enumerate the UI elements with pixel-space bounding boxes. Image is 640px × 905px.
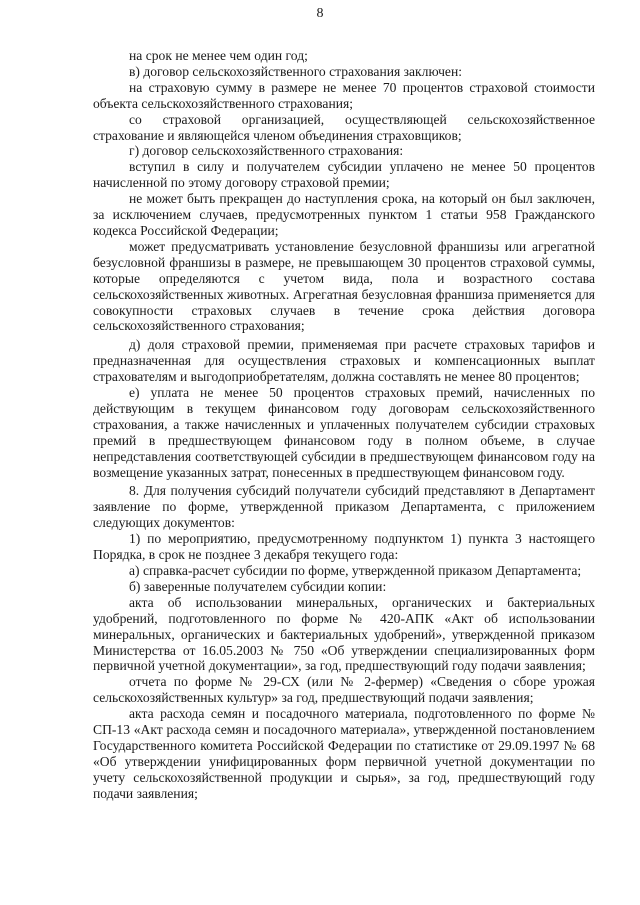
paragraph-item-e: е) уплата не менее 50 процентов страховых премий, начисленных по действующим в текущем финансовом году договорам сельскохозяйственного страхования, а также начисленных и уплаченных получателем субсидии страховых премий в предшествующем финансовом году в полном объеме, в случае непредставления соответствующей субсидии в предшествующем финансовом году на возмещение указанных затрат, понесенных в предшествующем финансовом году. xyxy=(93,385,595,480)
paragraph-item-b: б) заверенные получателем субсидии копии: xyxy=(129,578,387,594)
paragraph-sum-insured: на страховую сумму в размере не менее 70 процентов страховой стоимости объекта сельскохозяйственного страхования; xyxy=(93,79,595,111)
paragraph-section-8: 8. Для получения субсидий получатели субсидий представляют в Департамент заявление по форме, утвержденной приказом Департамента, с приложением следующих документов: xyxy=(93,483,595,531)
paragraph-in-force: вступил в силу и получателем субсидии уплачено не менее 50 процентов начисленной по этому договору страховой премии; xyxy=(93,159,595,191)
paragraph-item-g: г) договор сельскохозяйственного страхования: xyxy=(129,143,404,159)
paragraph-item-a: а) справка-расчет субсидии по форме, утвержденной приказом Департамента; xyxy=(129,563,582,578)
paragraph-measure-1: 1) по мероприятию, предусмотренному подпунктом 1) пункта 3 настоящего Порядка, в срок не позднее 3 декабря текущего года: xyxy=(93,531,595,563)
paragraph-harvest-report: отчета по форме № 29-СХ (или № 2-фермер) «Сведения о сборе урожая сельскохозяйственных культур» за год, предшествующий подачи заявления; xyxy=(93,674,595,706)
paragraph-item-v: в) договор сельскохозяйственного страхования заключен: xyxy=(129,63,462,79)
paragraph-item-d: д) доля страховой премии, применяемая при расчете страховых тарифов и предназначенная для осуществления страховых и компенсационных выплат страхователям и выгодоприобретателям, должна составлять не менее 80 процентов; xyxy=(93,337,595,385)
paragraph-termination: не может быть прекращен до наступления срока, на который он был заключен, за исключением случаев, предусмотренных пунктом 1 статьи 958 Гражданского кодекса Российской Федерации; xyxy=(93,191,595,238)
paragraph-term: на срок не менее чем один год; xyxy=(129,48,308,63)
paragraph-insurer: со страховой организацией, осуществляющей сельскохозяйственное страхование и являющейся членом объединения страховщиков; xyxy=(93,111,595,143)
paragraph-fertilizer-act: акта об использовании минеральных, органических и бактериальных удобрений, подготовленного по форме № 420-АПК «Акт об использовании минеральных, органических и бактериальных удобрений», утвержденной приказом Министерства от 16.05.2003 № 750 «Об утверждении специализированных форм первичной учетной документации», за год, предшествующий году подачи заявления; xyxy=(93,594,595,674)
page-number: 8 xyxy=(316,6,324,21)
paragraph-franchise: может предусматривать установление безусловной франшизы или агрегатной безусловной франшизы в размере, не превышающем 30 процентов страховой суммы, которые определяются с учетом вида, пола и возрастного состава сельскохозяйственных животных. Агрегатная безусловная франшиза применяется для совокупности страховых случаев в течение срока действия договора сельскохозяйственного страхования; xyxy=(93,238,595,334)
document-body xyxy=(93,48,595,802)
paragraph-seed-act: акта расхода семян и посадочного материала, подготовленного по форме № СП-13 «Акт расхода семян и посадочного материала», утвержденной постановлением Государственного комитета Российской Федерации по статистике от 29.09.1997 № 68 «Об утверждении унифицированных форм первичной учетной документации по учету сельскохозяйственной продукции и сырья», за год, предшествующий году подачи заявления; xyxy=(93,706,595,801)
